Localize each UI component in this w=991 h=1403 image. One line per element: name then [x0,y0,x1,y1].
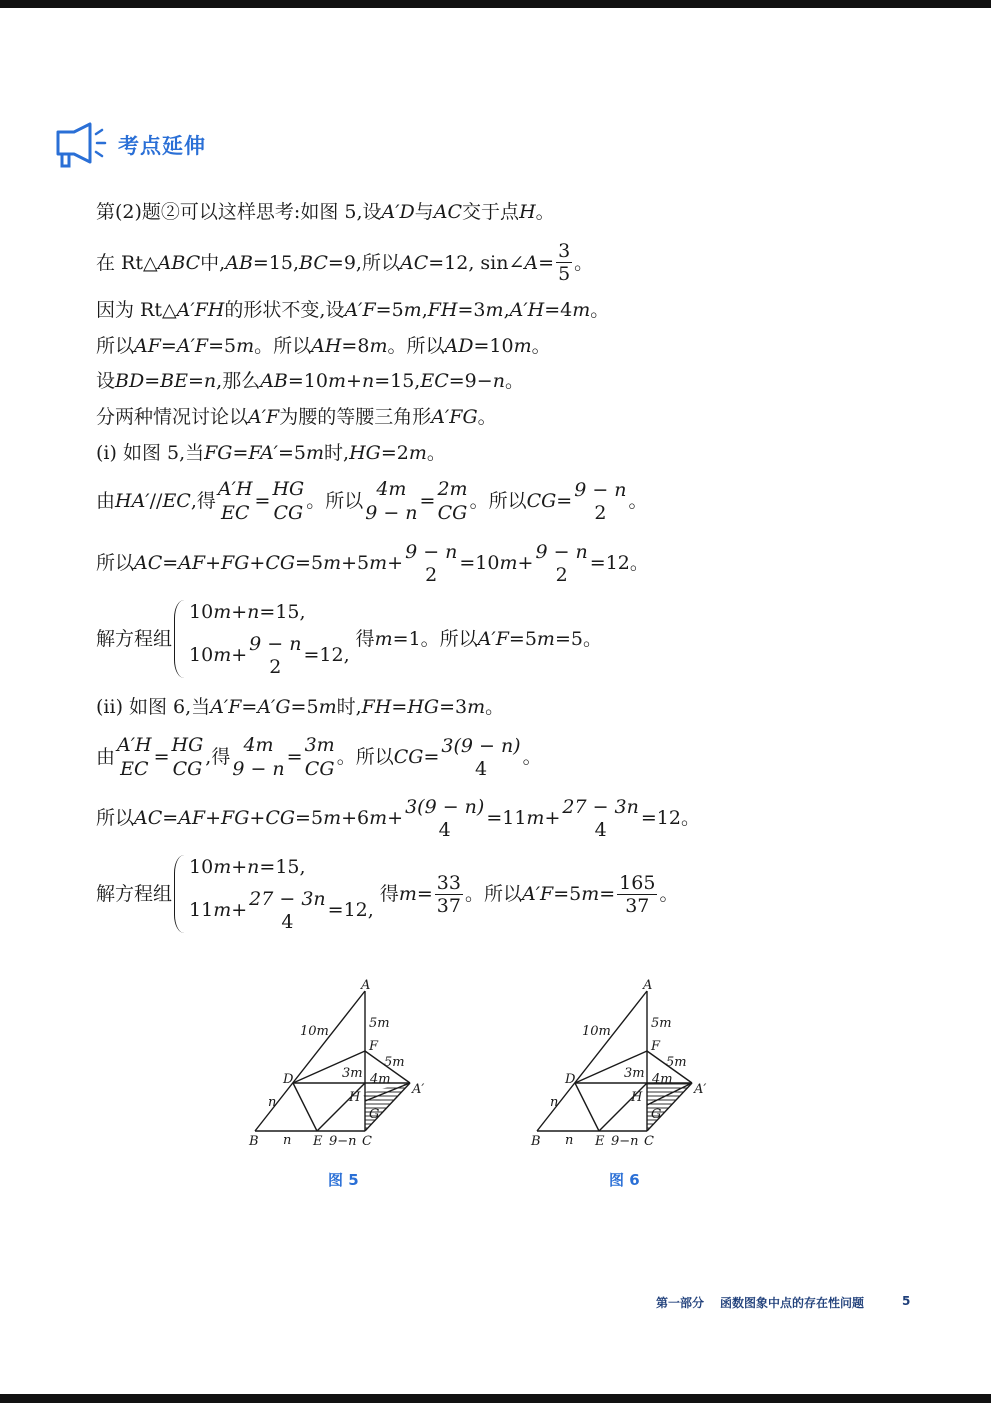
fraction: 27 − 3n 4 [562,796,639,841]
figure-5 [245,975,445,1189]
label-A: A [361,978,371,993]
fraction: 9 − n 2 [405,541,458,586]
label-AF: 5m [369,1016,390,1031]
label-EC: 9−n [329,1134,357,1149]
label-EC: 9−n [611,1134,639,1149]
label-FA-prime: 5m [666,1055,687,1070]
label-BD: n [268,1095,277,1110]
label-HA-prime: 4m [652,1072,673,1087]
figure-6-caption: 图 6 [609,1171,640,1189]
label-H: H [349,1090,361,1105]
label-E: E [595,1134,605,1149]
text-line-2: 在 Rt△ ABC 中, AB =15, BC =9,所以 AC =12, sin∠ A = $\frac{3}{5}$ 。 [96,240,594,285]
label-G: G [369,1107,380,1122]
label-F: F [369,1039,379,1054]
fraction: 2m CG [437,478,468,524]
fraction: 3m CG [304,734,335,780]
megaphone-icon [52,122,112,170]
label-BE: n [565,1133,574,1148]
label-G: G [651,1107,662,1122]
fraction: 27 − 3n 4 [249,888,326,933]
left-brace [174,855,185,933]
text-line-11: (ii) 如图 6,当 A′F = A′G =5 m 时, FH = HG =3 m 。 [96,696,505,718]
fraction: 9 − n 2 [249,633,302,678]
label-FH: 3m [342,1066,363,1081]
label-B: B [531,1134,541,1149]
text-line-13: 所以 AC = AF + FG + CG =5 m +6 m + 3(9 − n) 4 =11 m + 27 − 3n 4 =12。 [96,796,700,841]
label-AF: 5m [651,1016,672,1031]
left-brace [174,600,185,678]
geometry-diagram-5 [245,975,445,1155]
footer-title: 函数图象中点的存在性问题 [720,1296,865,1310]
label-E: E [313,1134,323,1149]
fraction: 4m 9 − n [232,734,285,780]
section-title: 考点延伸 [118,134,206,158]
text-line-12: 由 A′H EC = HG CG ,得 4m 9 − n = 3m CG 。所以 CG = 3(9 − n) 4 。 [96,734,542,780]
text-line-3: 因为 Rt△ A′FH 的形状不变,设 A′F =5 m , FH =3 m , A′H =4 m 。 [96,299,610,321]
text-line-6: 分两种情况讨论以 A′F 为腰的等腰三角形 A′FG 。 [96,406,497,428]
fraction: 3(9 − n) 4 [441,735,521,780]
label-A-prime: A′ [694,1082,707,1097]
label-B: B [249,1134,259,1149]
fraction: $\frac{165}{37}$ [619,871,656,917]
text-line-7: (i) 如图 5,当 FG = FA′ =5 m 时, HG =2 m 。 [96,442,446,464]
text-line-8: 由 HA′ // EC ,得 A′H EC = HG CG 。所以 4m 9 − n = 2m CG 。所以 CG = 9 − n 2 。 [96,478,648,524]
fraction: 4m 9 − n [365,478,418,524]
fraction: A′H EC [217,478,253,524]
label-F: F [651,1039,661,1054]
figure-5-caption: 图 5 [328,1171,359,1189]
label-D: D [283,1072,294,1087]
fraction: $\frac{3}{5}$ [558,240,571,285]
label-HA-prime: 4m [370,1072,391,1087]
fraction: 9 − n 2 [535,541,588,586]
geometry-diagram-6 [527,975,727,1155]
text-line-4: 所以 AF = A′F =5 m 。所以 AH =8 m 。所以 AD =10 m 。 [96,335,551,357]
fraction: HG CG [171,734,204,780]
text-line-5: 设 BD = BE = n ,那么 AB =10 m + n =15, EC =9− n 。 [96,370,524,392]
label-AD: 10m [582,1024,611,1039]
text-line-9: 所以 AC = AF + FG + CG =5 m +5 m + 9 − n 2 =10 m + 9 − n 2 =12。 [96,541,649,586]
label-BE: n [283,1133,292,1148]
fraction: HG CG [272,478,305,524]
label-FA-prime: 5m [384,1055,405,1070]
fraction: A′H EC [117,734,152,780]
top-edge-bar [0,0,991,8]
fraction: $\frac{33}{37}$ [436,871,461,917]
equation-system-1: 解方程组 10 m + n =15, 10 m + 9 − n 2 =12, 得 m =1。所以 A′F =5 m =5。 [96,601,602,678]
bottom-edge-bar [0,1394,991,1403]
label-C: C [362,1134,372,1149]
label-A-prime: A′ [412,1082,425,1097]
label-C: C [644,1134,654,1149]
footer-section: 第一部分 [656,1296,705,1310]
label-FH: 3m [624,1066,645,1081]
label-AD: 10m [300,1024,329,1039]
label-D: D [565,1072,576,1087]
fraction: 9 − n 2 [574,479,627,524]
page-number: 5 [902,1294,911,1308]
label-H: H [631,1090,643,1105]
label-BD: n [550,1095,559,1110]
equation-system-2: 解方程组 10 m + n =15, 11 m + 27 − 3n 4 =12, 得 m = $\frac{33}{37}$ 。所以 A′F =5 m = $\frac{165}{37}$ 。 [96,856,679,933]
figure-6 [527,975,727,1189]
fraction: 3(9 − n) 4 [405,796,485,841]
text-line-1: 第(2)题②可以这样思考:如图 5,设 A′D 与 AC 交于点 H 。 [96,201,555,223]
label-A: A [643,978,653,993]
